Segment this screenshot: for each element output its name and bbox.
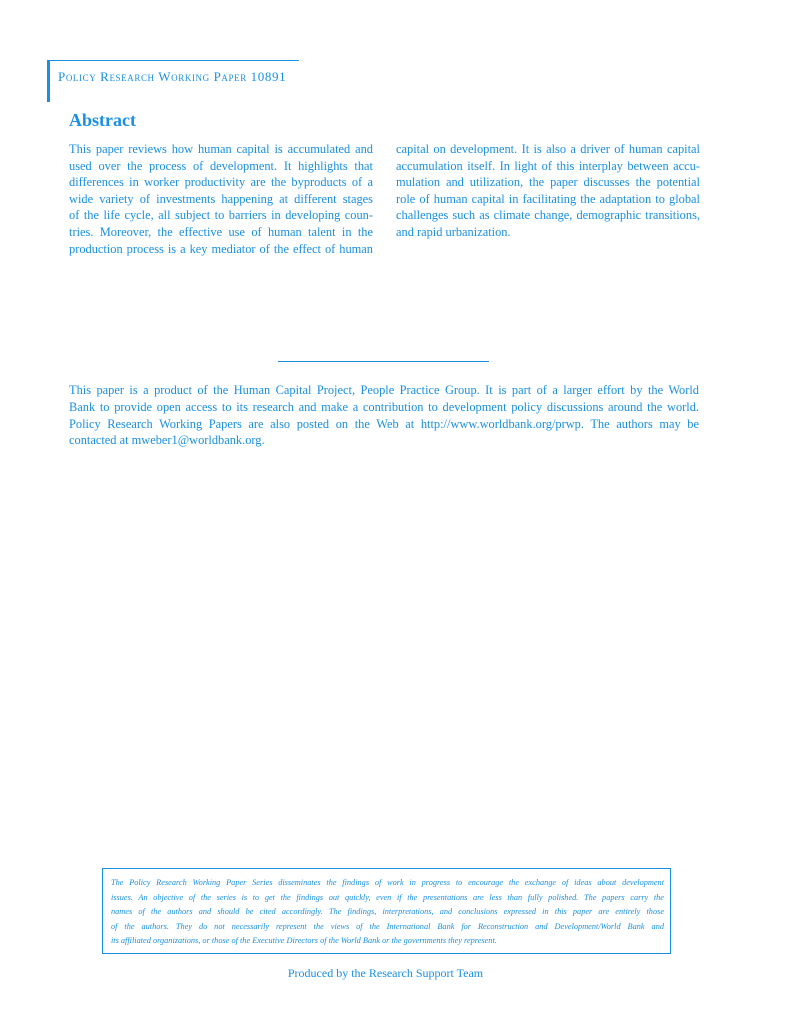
abstract-line: challenges such as climate change, demographic transitions, [396,208,700,223]
produced-by-footer: Produced by the Research Support Team [287,966,484,980]
product-note-line: Policy Research Working Papers are also posted on the Web at http://www.worldbank.org/prwp. The authors may be [69,416,699,431]
abstract-line: wide variety of investments happening at different stages [69,191,373,206]
abstract-line: differences in worker productivity are the byproducts of a [69,175,373,190]
abstract-line: of the life cycle, all subject to barriers in developing coun- [69,208,373,223]
disclaimer-line: its affiliated organizations, or those of the Executive Directors of the World Bank or the governments they represent. [111,936,497,946]
abstract-line: tries. Moreover, the effective use of human talent in the [69,224,373,239]
disclaimer-text [111,876,664,949]
disclaimer-line: of the authors. They do not necessarily represent the views of the International Bank for Reconstruction and Development/World Bank and [111,921,664,931]
disclaimer-line: names of the authors and should be cited accordingly. The findings, interpretations, and conclusions expressed in this paper are entirely those [111,907,664,917]
abstract-line: used over the process of development. It highlights that [69,158,373,173]
abstract-left-column [69,141,373,257]
abstract-right-column [396,141,700,241]
product-note-line: This paper is a product of the Human Capital Project, People Practice Group. It is part of a larger effort by the World [69,383,699,397]
product-note [69,382,699,449]
abstract-line: mulation and utilization, the paper discusses the potential [396,175,700,190]
series-header [47,60,299,102]
abstract-line: and rapid urbanization. [396,224,511,239]
abstract-line: production process is a key mediator of the effect of human [69,241,373,256]
product-note-line: contacted at mweber1@worldbank.org. [69,433,265,448]
section-divider [278,361,489,362]
series-title: Policy Research Working Paper 10891 [58,69,287,84]
abstract-heading: Abstract [69,110,136,130]
abstract-line: role of human capital in facilitating the adaptation to global [396,191,700,206]
abstract-line: accumulation itself. In light of this interplay between accu- [396,158,700,173]
disclaimer-line: issues. An objective of the series is to get the findings out quickly, even if the presentations are less than fully polished. The papers carry the [111,892,664,902]
disclaimer-box [102,868,671,954]
product-note-line: Bank to provide open access to its research and make a contribution to development policy discussions around the world. [69,399,699,414]
abstract-line: This paper reviews how human capital is accumulated and [69,142,373,156]
abstract-line: capital on development. It is also a driver of human capital [396,142,700,156]
disclaimer-line: The Policy Research Working Paper Series disseminates the findings of work in progress to encourage the exchange of ideas about development [111,878,664,887]
